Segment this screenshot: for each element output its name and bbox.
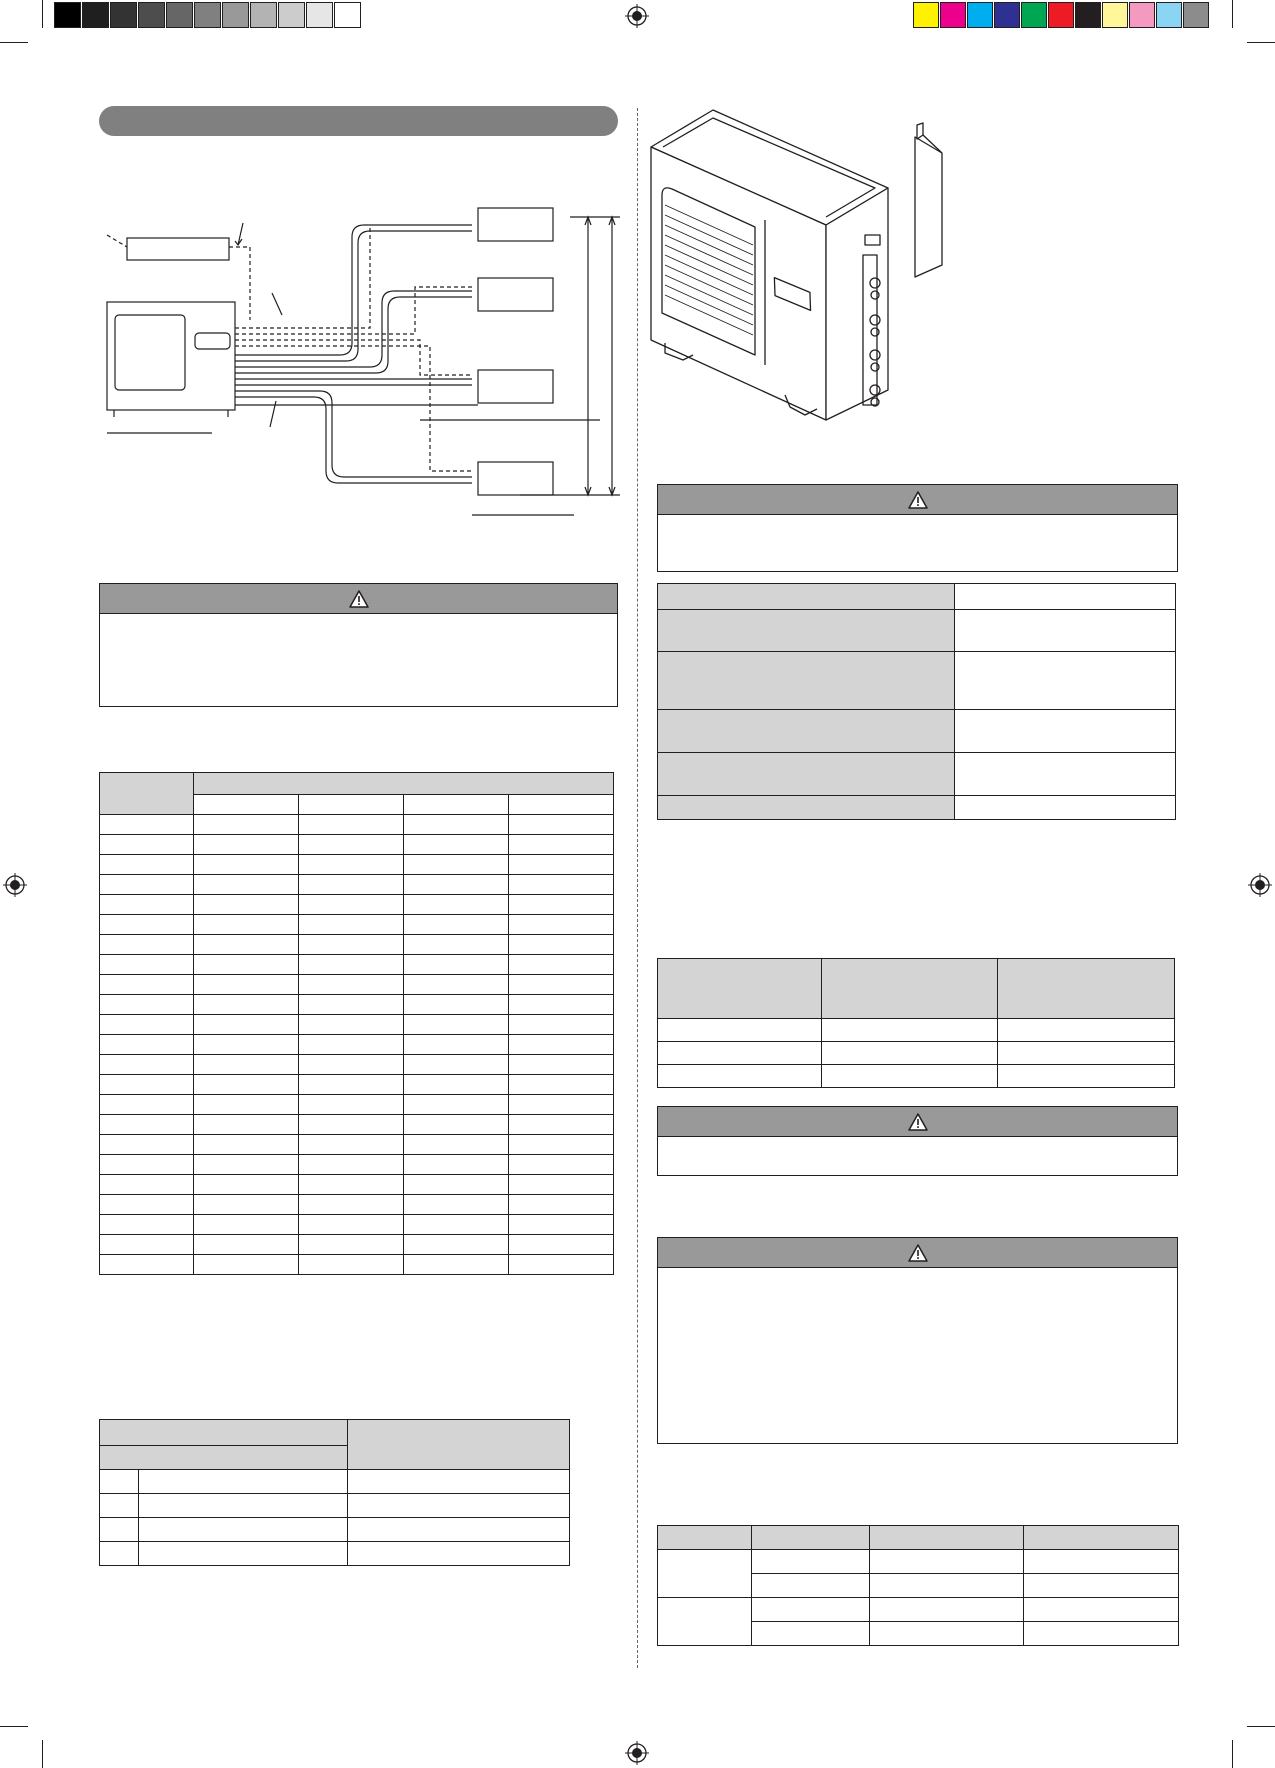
table-cell <box>194 1055 299 1075</box>
registration-target-icon <box>625 4 649 28</box>
table-cell <box>299 1175 404 1195</box>
table-cell <box>509 1055 614 1075</box>
table-cell <box>509 855 614 875</box>
calibration-swatch <box>278 2 305 28</box>
table-row <box>100 855 614 875</box>
table-cell <box>348 1494 570 1518</box>
table-header-cell <box>100 1446 348 1470</box>
table-cell <box>1024 1598 1179 1622</box>
calibration-swatch <box>110 2 137 28</box>
table-cell <box>100 915 194 935</box>
table-cell <box>139 1494 348 1518</box>
table-cell <box>509 955 614 975</box>
table-cell <box>404 995 509 1015</box>
calibration-swatch <box>994 2 1020 28</box>
table-cell <box>100 975 194 995</box>
table-row <box>100 1494 570 1518</box>
table-cell <box>194 1115 299 1135</box>
table-header-cell <box>998 959 1175 1019</box>
table-row <box>100 1470 570 1494</box>
table-cell <box>100 1494 139 1518</box>
calibration-swatch <box>166 2 193 28</box>
table-row <box>100 1215 614 1235</box>
table-cell <box>100 1542 139 1566</box>
table-cell <box>404 1215 509 1235</box>
table-cell <box>299 955 404 975</box>
table-cell <box>299 1055 404 1075</box>
pipe-size-table <box>657 958 1175 1088</box>
table-cell <box>299 815 404 835</box>
calibration-swatch <box>940 2 966 28</box>
table-cell <box>509 975 614 995</box>
table-cell <box>194 915 299 935</box>
table-cell <box>509 1235 614 1255</box>
table-cell <box>404 815 509 835</box>
table-cell <box>194 1235 299 1255</box>
table-cell <box>509 1255 614 1275</box>
table-row <box>100 1195 614 1215</box>
table-cell <box>404 1095 509 1115</box>
table-cell <box>404 855 509 875</box>
table-header-cell <box>658 610 955 652</box>
table-cell <box>348 1518 570 1542</box>
table-cell <box>100 1095 194 1115</box>
table-header-cell <box>822 959 998 1019</box>
table-cell <box>870 1598 1024 1622</box>
calibration-swatch <box>222 2 249 28</box>
table-header-cell <box>299 795 404 815</box>
warning-box-header <box>658 1238 1177 1268</box>
registration-target-icon <box>1248 873 1272 897</box>
table-cell <box>100 835 194 855</box>
table-header-cell <box>509 795 614 815</box>
table-row <box>658 1065 1175 1088</box>
table-cell <box>100 1075 194 1095</box>
table-header-cell <box>404 795 509 815</box>
table-cell <box>752 1574 870 1598</box>
table-header-cell <box>658 796 955 820</box>
table-cell <box>404 1155 509 1175</box>
table-row <box>100 975 614 995</box>
table-cell <box>299 975 404 995</box>
table-cell <box>299 855 404 875</box>
table-cell <box>100 1215 194 1235</box>
table-row <box>100 1255 614 1275</box>
table-cell <box>299 1035 404 1055</box>
table-cell <box>955 710 1176 753</box>
table-cell <box>404 1055 509 1075</box>
table-cell <box>194 1015 299 1035</box>
table-row <box>100 955 614 975</box>
warning-box <box>657 484 1178 572</box>
table-cell <box>194 1095 299 1115</box>
table-cell <box>100 1175 194 1195</box>
table-header-cell <box>100 1420 348 1446</box>
table-cell <box>870 1550 1024 1574</box>
table-cell <box>100 1470 139 1494</box>
table-cell <box>100 895 194 915</box>
connection-table <box>99 1419 570 1566</box>
warning-box-header <box>658 485 1177 515</box>
table-cell <box>100 855 194 875</box>
table-cell <box>194 855 299 875</box>
table-row <box>658 1019 1175 1042</box>
calibration-swatch <box>334 2 361 28</box>
table-cell <box>194 875 299 895</box>
table-cell <box>100 1518 139 1542</box>
table-cell <box>509 895 614 915</box>
table-cell <box>139 1542 348 1566</box>
calibration-swatch <box>194 2 221 28</box>
table-cell <box>404 835 509 855</box>
table-row <box>100 1035 614 1055</box>
table-row <box>100 1135 614 1155</box>
warning-triangle-icon <box>908 491 928 509</box>
table-cell <box>194 975 299 995</box>
table-cell <box>404 915 509 935</box>
table-cell <box>100 815 194 835</box>
table-cell <box>100 935 194 955</box>
table-header-cell <box>194 773 614 795</box>
piping-connection-diagram <box>100 195 620 525</box>
table-cell <box>509 1015 614 1035</box>
piping-length-table <box>99 772 614 1275</box>
table-cell <box>194 1175 299 1195</box>
table-cell <box>404 1075 509 1095</box>
table-cell <box>194 1135 299 1155</box>
table-header-cell <box>658 1526 752 1550</box>
torque-table <box>657 1525 1179 1646</box>
calibration-swatch <box>138 2 165 28</box>
table-cell <box>752 1622 870 1646</box>
table-cell <box>509 1115 614 1135</box>
table-cell <box>404 1175 509 1195</box>
calibration-swatch <box>1183 2 1209 28</box>
table-header-cell <box>658 584 955 610</box>
table-cell <box>998 1065 1175 1088</box>
crop-mark <box>42 1740 43 1768</box>
table-cell <box>299 915 404 935</box>
table-cell <box>299 835 404 855</box>
calibration-swatch <box>82 2 109 28</box>
table-cell <box>348 1542 570 1566</box>
table-cell <box>1024 1550 1179 1574</box>
table-cell <box>100 1135 194 1155</box>
warning-box-header <box>100 584 617 614</box>
table-header-cell <box>658 710 955 753</box>
crop-mark <box>1247 1726 1275 1727</box>
table-header-cell <box>100 773 194 815</box>
table-cell <box>658 1598 752 1646</box>
table-cell <box>299 1235 404 1255</box>
warning-box-header <box>658 1107 1177 1137</box>
crop-mark <box>1232 1740 1233 1768</box>
table-cell <box>100 1155 194 1175</box>
table-header-cell <box>658 753 955 796</box>
warning-box <box>657 1237 1178 1444</box>
table-row <box>100 1015 614 1035</box>
table-cell <box>404 935 509 955</box>
table-row <box>100 935 614 955</box>
table-row <box>100 1235 614 1255</box>
table-header-cell <box>658 652 955 710</box>
crop-mark <box>0 42 28 43</box>
table-cell <box>404 955 509 975</box>
table-cell <box>998 1019 1175 1042</box>
table-cell <box>509 1195 614 1215</box>
table-cell <box>955 610 1176 652</box>
table-cell <box>509 995 614 1015</box>
table-cell <box>752 1550 870 1574</box>
table-cell <box>194 1195 299 1215</box>
table-cell <box>509 1215 614 1235</box>
table-row <box>100 1095 614 1115</box>
table-cell <box>404 1255 509 1275</box>
calibration-swatch <box>1021 2 1047 28</box>
table-cell <box>194 955 299 975</box>
table-cell <box>100 1015 194 1035</box>
table-cell <box>955 796 1176 820</box>
table-row <box>100 1518 570 1542</box>
table-cell <box>299 1015 404 1035</box>
table-cell <box>404 1115 509 1135</box>
table-cell <box>100 1255 194 1275</box>
table-cell <box>299 1135 404 1155</box>
table-cell <box>404 875 509 895</box>
calibration-swatch <box>1102 2 1128 28</box>
table-cell <box>299 1255 404 1275</box>
table-cell <box>509 1075 614 1095</box>
table-cell <box>299 1115 404 1135</box>
calibration-swatch <box>1156 2 1182 28</box>
table-cell <box>100 1115 194 1135</box>
table-cell <box>509 915 614 935</box>
crop-mark <box>0 1726 28 1727</box>
table-cell <box>658 1550 752 1598</box>
table-cell <box>100 875 194 895</box>
crop-mark <box>1247 42 1275 43</box>
table-cell <box>1024 1622 1179 1646</box>
table-cell <box>139 1518 348 1542</box>
calibration-swatch <box>306 2 333 28</box>
table-header-cell <box>348 1420 570 1470</box>
table-cell <box>194 895 299 915</box>
table-row <box>100 1175 614 1195</box>
table-cell <box>299 935 404 955</box>
table-row <box>100 1155 614 1175</box>
crop-mark <box>1232 0 1233 28</box>
table-cell <box>509 1035 614 1055</box>
table-cell <box>194 835 299 855</box>
outdoor-unit-illustration <box>645 105 975 430</box>
warning-triangle-icon <box>908 1244 928 1262</box>
table-cell <box>509 935 614 955</box>
table-cell <box>194 1255 299 1275</box>
calibration-swatch <box>1048 2 1074 28</box>
table-cell <box>822 1065 998 1088</box>
column-separator <box>637 108 638 1668</box>
table-cell <box>404 1235 509 1255</box>
table-row <box>100 835 614 855</box>
table-cell <box>194 815 299 835</box>
table-cell <box>194 935 299 955</box>
calibration-swatch <box>1075 2 1101 28</box>
table-cell <box>299 995 404 1015</box>
table-cell <box>870 1622 1024 1646</box>
table-row <box>100 815 614 835</box>
table-cell <box>955 652 1176 710</box>
table-row <box>100 995 614 1015</box>
table-cell <box>299 895 404 915</box>
table-cell <box>509 1095 614 1115</box>
table-cell <box>955 753 1176 796</box>
table-header-cell <box>752 1526 870 1550</box>
table-cell <box>509 1135 614 1155</box>
registration-target-icon <box>3 873 27 897</box>
table-cell <box>658 1042 822 1065</box>
table-cell <box>194 1035 299 1055</box>
table-cell <box>194 995 299 1015</box>
table-cell <box>509 835 614 855</box>
table-cell <box>509 1175 614 1195</box>
table-row <box>100 875 614 895</box>
table-cell <box>955 584 1176 610</box>
table-cell <box>404 895 509 915</box>
table-row <box>658 1042 1175 1065</box>
table-cell <box>139 1470 348 1494</box>
section-title-bar <box>99 106 618 136</box>
table-cell <box>998 1042 1175 1065</box>
crop-mark <box>42 0 43 28</box>
table-cell <box>404 1195 509 1215</box>
table-cell <box>100 955 194 975</box>
table-cell <box>1024 1574 1179 1598</box>
table-cell <box>194 1075 299 1095</box>
specification-table <box>657 583 1176 820</box>
table-cell <box>100 1055 194 1075</box>
warning-box <box>99 583 618 707</box>
table-row <box>100 915 614 935</box>
table-cell <box>404 975 509 995</box>
table-header-cell <box>870 1526 1024 1550</box>
table-cell <box>100 1235 194 1255</box>
table-cell <box>822 1042 998 1065</box>
table-cell <box>299 1095 404 1115</box>
table-row <box>100 1542 570 1566</box>
table-row <box>100 1115 614 1135</box>
table-row <box>100 1075 614 1095</box>
table-cell <box>404 1035 509 1055</box>
calibration-swatch <box>54 2 81 28</box>
table-header-cell <box>194 795 299 815</box>
table-cell <box>752 1598 870 1622</box>
table-cell <box>509 875 614 895</box>
table-cell <box>822 1019 998 1042</box>
table-cell <box>404 1015 509 1035</box>
table-cell <box>299 875 404 895</box>
table-cell <box>348 1470 570 1494</box>
registration-target-icon <box>625 1741 649 1765</box>
table-cell <box>299 1075 404 1095</box>
calibration-swatch <box>1129 2 1155 28</box>
table-cell <box>100 1035 194 1055</box>
table-cell <box>100 1195 194 1215</box>
calibration-swatch <box>967 2 993 28</box>
warning-box <box>657 1106 1178 1176</box>
table-cell <box>299 1195 404 1215</box>
warning-triangle-icon <box>349 590 369 608</box>
table-row <box>100 895 614 915</box>
table-cell <box>658 1065 822 1088</box>
table-cell <box>194 1215 299 1235</box>
table-cell <box>509 815 614 835</box>
warning-triangle-icon <box>908 1113 928 1131</box>
calibration-swatch <box>913 2 939 28</box>
table-cell <box>509 1155 614 1175</box>
table-row <box>100 1055 614 1075</box>
table-cell <box>100 995 194 1015</box>
table-cell <box>299 1155 404 1175</box>
calibration-swatch <box>250 2 277 28</box>
table-header-cell <box>658 959 822 1019</box>
table-cell <box>658 1019 822 1042</box>
table-header-cell <box>1024 1526 1179 1550</box>
table-cell <box>404 1135 509 1155</box>
table-cell <box>299 1215 404 1235</box>
table-cell <box>870 1574 1024 1598</box>
table-cell <box>194 1155 299 1175</box>
